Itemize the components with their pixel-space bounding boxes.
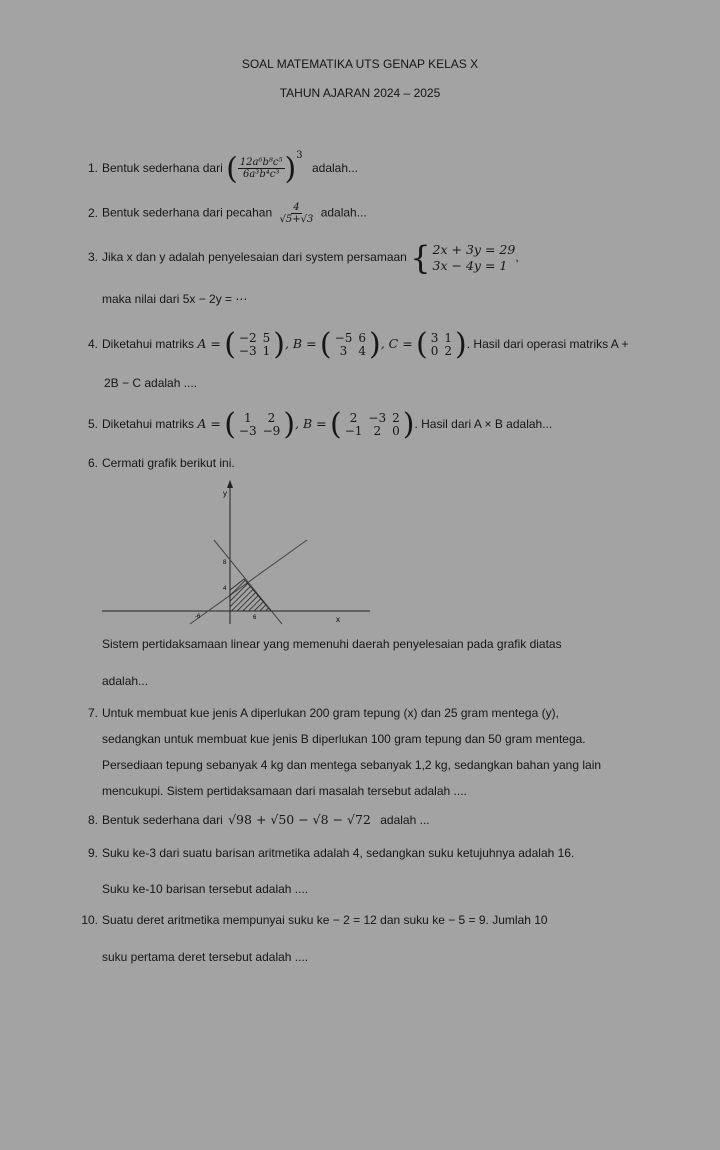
question-1: 1. Bentuk sederhana dari ( $\frac{\text{12a⁶b⁸c⁵}}{\text{6a³b⁴c³}}$ )$^3$ adalah... xyxy=(87,150,359,187)
tick-6: 6 xyxy=(253,615,257,621)
question-7-l3: Persediaan tepung sebanyak 4 kg dan mentega sebanyak 1,2 kg, sedangkan bahan yang lain xyxy=(102,758,602,772)
tick-8: 8 xyxy=(223,560,227,566)
question-7-l4: mencukupi. Sistem pertidaksamaan dari masalah tersebut adalah .... xyxy=(102,784,467,798)
matrix-a: ( −2 5 −3 1 ) xyxy=(224,327,285,362)
q6-graph xyxy=(100,476,380,626)
y-axis-label: y xyxy=(223,489,227,498)
academic-year: TAHUN AJARAN 2024 – 2025 xyxy=(279,86,441,100)
question-9: 9. Suku ke-3 dari suatu barisan aritmetika adalah 4, sedangkan suku ketujuhnya adalah 16. xyxy=(87,846,575,860)
question-2: 2. Bentuk sederhana dari pecahan $\frac{4}{√5+√3}$ adalah... xyxy=(87,202,367,225)
question-3-cont: maka nilai dari 5x − 2y = ⋯ xyxy=(102,292,248,306)
tick-4: 4 xyxy=(223,586,227,592)
page-title: SOAL MATEMATIKA UTS GENAP KELAS X xyxy=(241,57,479,71)
question-10-l2: suku pertama deret tersebut adalah .... xyxy=(102,950,309,964)
question-6: 6. Cermati grafik berikut ini. xyxy=(87,456,235,470)
q8-expression: √98 + √50 − √8 − √72 xyxy=(228,812,371,827)
question-4: 4. Diketahui matriks A = ( −2 5 −3 1 ) , B = ( −5 6 3 4 ) , C = ( 3 1 0 2 ) . Hasil dari operasi matriks A + xyxy=(87,327,629,362)
question-7: 7. Untuk membuat kue jenis A diperlukan 200 gram tepung (x) dan 25 gram mentega (y), xyxy=(87,706,559,720)
matrix-a-q5: ( 1 2 −3 −9 ) xyxy=(224,407,296,442)
feasible-region xyxy=(230,579,271,611)
question-5: 5. Diketahui matriks A = ( 1 2 −3 −9 ) , B = ( 2 −3 2 −1 2 0 ) . Hasil dari A × B adalah... xyxy=(87,407,553,442)
question-7-l2: sedangkan untuk membuat kue jenis B diperlukan 100 gram tepung dan 50 gram mentega. xyxy=(102,732,586,746)
matrix-c: ( 3 1 0 2 ) xyxy=(416,327,467,362)
question-9-l2: Suku ke-10 barisan tersebut adalah .... xyxy=(102,882,309,896)
question-6-text-2: adalah... xyxy=(102,674,149,688)
x-axis-label: x xyxy=(336,615,340,624)
question-3: 3. Jika x dan y adalah penyelesaian dari system persamaan { 2x + 3y = 29 3x − 4y = 1 , xyxy=(87,239,519,277)
tick-neg6: -6 xyxy=(195,614,201,620)
q1-fraction: $\frac{\text{12a⁶b⁸c⁵}}{\text{6a³b⁴c³}}$ xyxy=(239,157,283,181)
question-6-text: Sistem pertidaksamaan linear yang memenuhi daerah penyelesaian pada grafik diatas xyxy=(102,637,562,651)
q3-equation-system: { 2x + 3y = 29 3x − 4y = 1 xyxy=(410,239,516,277)
question-8: 8. Bentuk sederhana dari √98 + √50 − √8 − √72 adalah ... xyxy=(87,812,430,827)
matrix-b-q5: ( 2 −3 2 −1 2 0 ) xyxy=(329,407,415,442)
question-10: 10. Suatu deret aritmetika mempunyai suku ke − 2 = 12 dan suku ke − 5 = 9. Jumlah 10 xyxy=(81,913,548,927)
question-4-cont: 2B − C adalah .... xyxy=(104,376,198,390)
y-axis-arrow xyxy=(227,480,233,488)
matrix-b: ( −5 6 3 4 ) xyxy=(319,327,381,362)
q2-fraction: $\frac{4}{√5+√3}$ xyxy=(279,202,314,225)
